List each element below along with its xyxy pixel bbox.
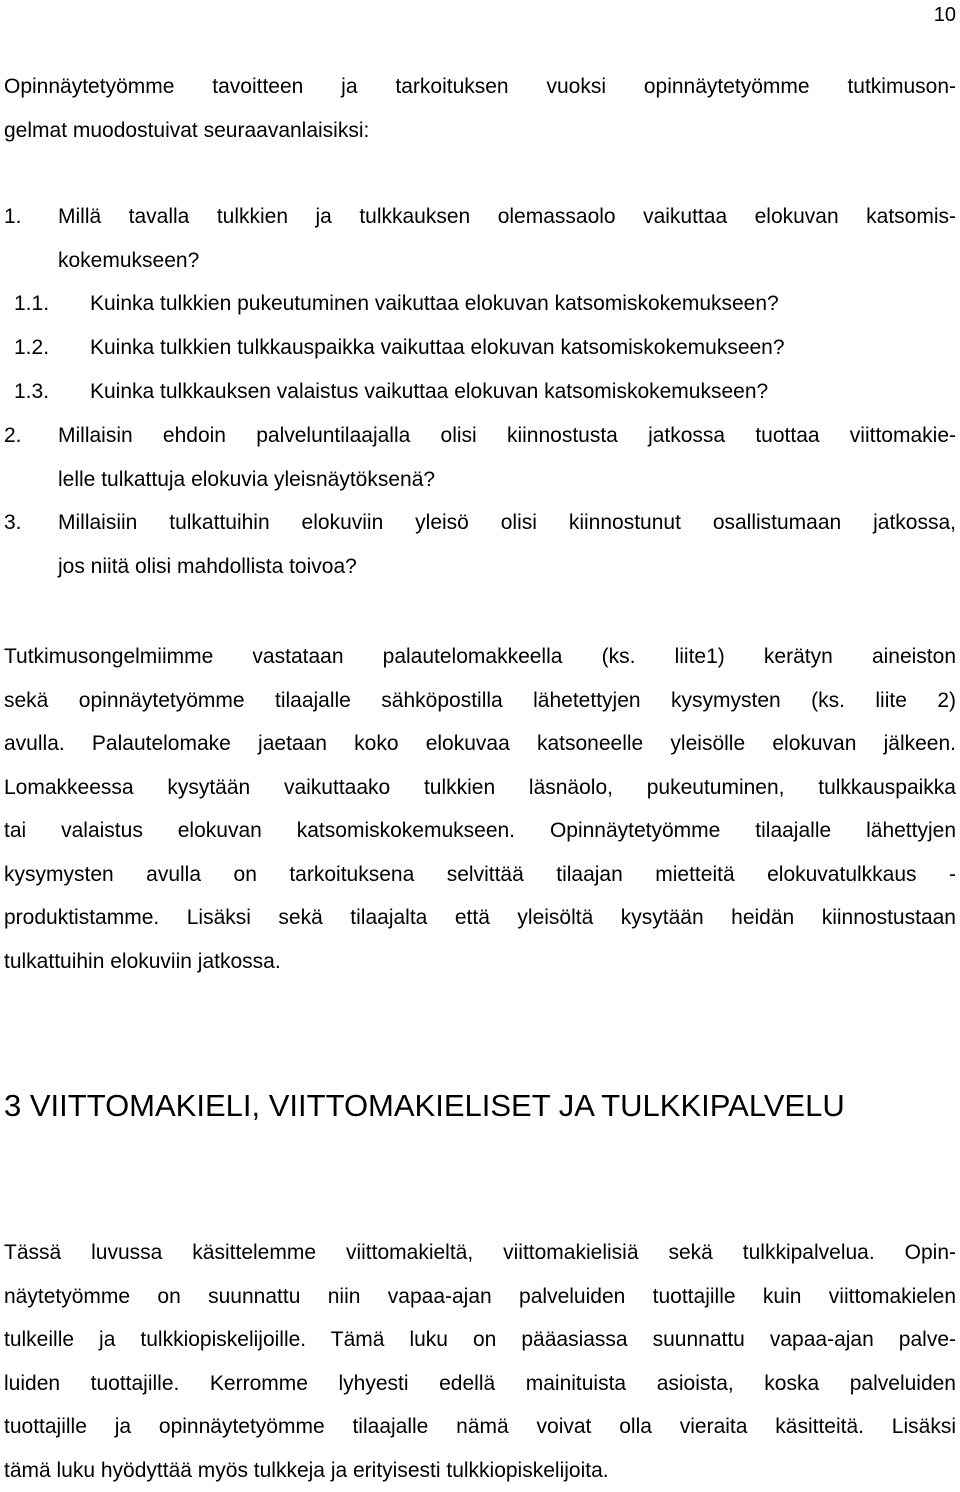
text-line: tulkattuihin elokuviin jatkossa. (4, 940, 956, 984)
question-item (0, 414, 960, 501)
question-number: 1.1. (14, 282, 49, 326)
text-line: Tutkimusongelmiimme vastataan palautelomakkeella (ks. liite1) kerätyn aineiston (4, 635, 956, 679)
question-text: Kuinka tulkkien pukeutuminen vaikuttaa elokuvan katsomiskokemukseen? (90, 282, 779, 326)
question-item (0, 195, 960, 282)
question-text: Kuinka tulkkauksen valaistus vaikuttaa elokuvan katsomiskokemukseen? (90, 370, 768, 414)
text-line: kokemukseen? (58, 239, 956, 283)
text-line: Millaisin ehdoin palveluntilaajalla olisi kiinnostusta jatkossa tuottaa viittomakie- (58, 414, 956, 458)
text-line: tämä luku hyödyttää myös tulkkeja ja erityisesti tulkkiopiskelijoita. (4, 1449, 956, 1492)
question-text (58, 414, 956, 501)
body-paragraph (4, 635, 956, 983)
question-number: 1.2. (14, 326, 49, 370)
text-line: gelmat muodostuivat seuraavanlaisiksi: (4, 109, 956, 153)
question-number: 1. (4, 195, 22, 239)
text-line: Millaisiin tulkattuihin elokuviin yleisö olisi kiinnostunut osallistumaan jatkossa, (58, 501, 956, 545)
text-line: tai valaistus elokuvan katsomiskokemukseen. Opinnäytetyömme tilaajalle lähettyjen (4, 809, 956, 853)
question-text: Kuinka tulkkien tulkkauspaikka vaikuttaa elokuvan katsomiskokemukseen? (90, 326, 785, 370)
text-line: luiden tuottajille. Kerromme lyhyesti edellä mainituista asioista, koska palveluiden (4, 1362, 956, 1406)
text-line: Opinnäytetyömme tavoitteen ja tarkoituksen vuoksi opinnäytetyömme tutkimuson- (4, 65, 956, 109)
text-line: Millä tavalla tulkkien ja tulkkauksen olemassaolo vaikuttaa elokuvan katsomis- (58, 195, 956, 239)
question-number: 2. (4, 414, 22, 458)
page-number: 10 (934, 4, 956, 27)
text-line: näytetyömme on suunnattu niin vapaa-ajan palveluiden tuottajille kuin viittomakielen (4, 1275, 956, 1319)
section-heading: 3 VIITTOMAKIELI, VIITTOMAKIELISET JA TULKKIPALVELU (4, 1088, 845, 1124)
text-line: kysymysten avulla on tarkoituksena selvittää tilaajan mietteitä elokuvatulkkaus - (4, 853, 956, 897)
text-line: tulkeille ja tulkkiopiskelijoille. Tämä luku on pääasiassa suunnattu vapaa-ajan palve- (4, 1318, 956, 1362)
intro-paragraph (4, 65, 956, 152)
question-number: 1.3. (14, 370, 49, 414)
body-paragraph (4, 1231, 956, 1492)
question-text (58, 195, 956, 282)
text-line: Tässä luvussa käsittelemme viittomakieltä, viittomakielisiä sekä tulkkipalvelua. Opin- (4, 1231, 956, 1275)
text-line: jos niitä olisi mahdollista toivoa? (58, 545, 956, 589)
question-text (58, 501, 956, 588)
question-item (0, 501, 960, 588)
text-line: avulla. Palautelomake jaetaan koko elokuvaa katsoneelle yleisölle elokuvan jälkeen. (4, 722, 956, 766)
text-line: Lomakkeessa kysytään vaikuttaako tulkkien läsnäolo, pukeutuminen, tulkkauspaikka (4, 766, 956, 810)
question-number: 3. (4, 501, 22, 545)
text-line: produktistamme. Lisäksi sekä tilaajalta että yleisöltä kysytään heidän kiinnostustaan (4, 896, 956, 940)
text-line: tuottajille ja opinnäytetyömme tilaajalle nämä voivat olla vieraita käsitteitä. Lisäksi (4, 1405, 956, 1449)
text-line: sekä opinnäytetyömme tilaajalle sähköpostilla lähetettyjen kysymysten (ks. liite 2) (4, 679, 956, 723)
text-line: lelle tulkattuja elokuvia yleisnäytöksenä? (58, 458, 956, 502)
